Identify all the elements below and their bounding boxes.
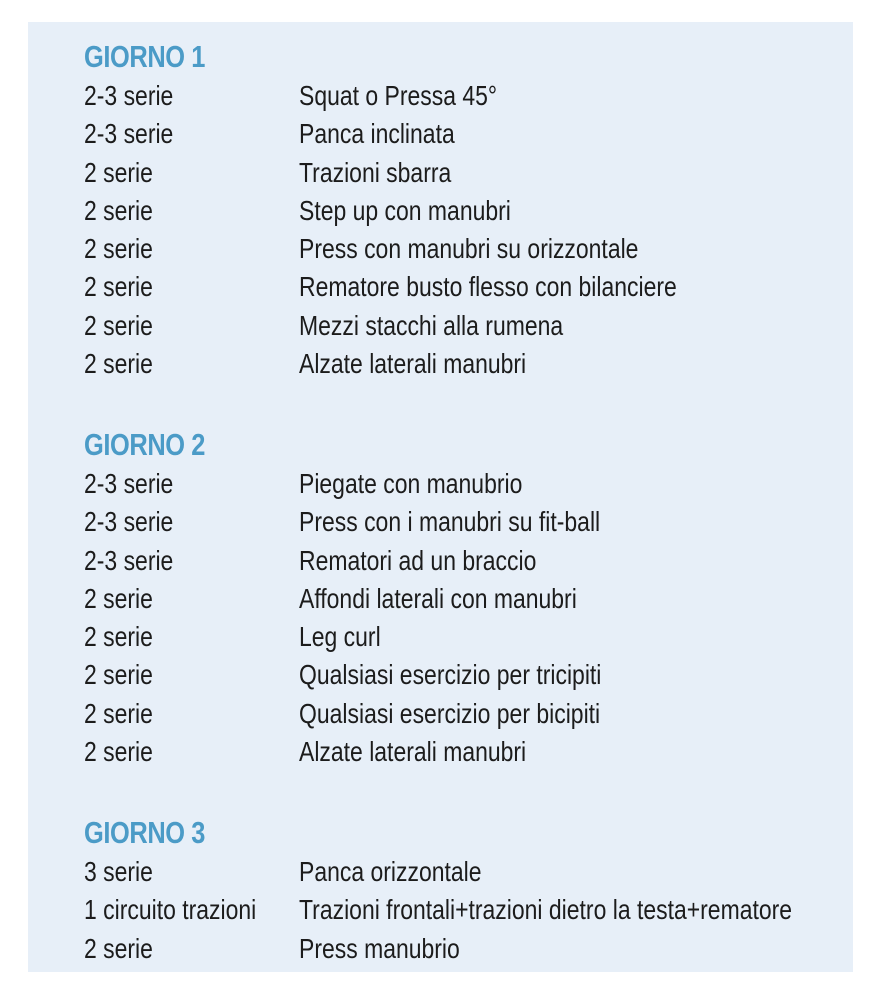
exercise-name: Qualsiasi esercizio per bicipiti bbox=[299, 697, 601, 729]
exercise-name: Trazioni frontali+trazioni dietro la testa+rematore bbox=[299, 894, 793, 926]
workout-plan-panel bbox=[28, 22, 853, 972]
exercise-row bbox=[84, 542, 844, 580]
exercise-name: Piegate con manubrio bbox=[299, 468, 523, 499]
sets-label: 2-3 serie bbox=[84, 506, 174, 538]
exercise-name: Press con manubri su orizzontale bbox=[299, 233, 639, 265]
sets-label: 2 serie bbox=[84, 233, 153, 265]
day-3-section bbox=[84, 813, 844, 968]
exercise-row bbox=[84, 345, 844, 383]
sets-label: 2-3 serie bbox=[84, 80, 174, 111]
day-1-section bbox=[84, 37, 844, 383]
exercise-name: Mezzi stacchi alla rumena bbox=[299, 309, 564, 341]
exercise-row bbox=[84, 192, 844, 230]
sets-label: 2 serie bbox=[84, 932, 153, 964]
exercise-name: Step up con manubri bbox=[299, 194, 511, 226]
sets-label: 2-3 serie bbox=[84, 118, 174, 150]
exercise-row bbox=[84, 154, 844, 192]
day-title: GIORNO 3 bbox=[84, 815, 206, 850]
sets-label: 2 serie bbox=[84, 156, 153, 188]
exercise-row bbox=[84, 891, 844, 929]
sets-label: 2 serie bbox=[84, 309, 153, 341]
exercise-row bbox=[84, 307, 844, 345]
exercise-row bbox=[84, 930, 844, 968]
exercise-row bbox=[84, 77, 844, 115]
exercise-name: Trazioni sbarra bbox=[299, 156, 452, 188]
day-title: GIORNO 1 bbox=[84, 39, 206, 74]
sets-label: 2 serie bbox=[84, 582, 153, 614]
exercise-row bbox=[84, 656, 844, 694]
sets-label: 2 serie bbox=[84, 348, 153, 380]
exercise-row bbox=[84, 230, 844, 268]
exercise-row bbox=[84, 465, 844, 503]
exercise-name: Alzate laterali manubri bbox=[299, 348, 527, 380]
sets-label: 2 serie bbox=[84, 621, 153, 653]
sets-label: 2-3 serie bbox=[84, 468, 174, 499]
exercise-row bbox=[84, 115, 844, 153]
sets-label: 2-3 serie bbox=[84, 544, 174, 576]
exercise-name: Squat o Pressa 45° bbox=[299, 80, 498, 111]
sets-label: 2 serie bbox=[84, 194, 153, 226]
exercise-name: Panca orizzontale bbox=[299, 856, 482, 887]
day-title: GIORNO 2 bbox=[84, 427, 206, 462]
sets-label: 2 serie bbox=[84, 659, 153, 691]
exercise-row bbox=[84, 503, 844, 541]
exercise-row bbox=[84, 618, 844, 656]
exercise-row bbox=[84, 268, 844, 306]
exercise-name: Leg curl bbox=[299, 621, 381, 653]
exercise-name: Press con i manubri su fit-ball bbox=[299, 506, 601, 538]
exercise-name: Affondi laterali con manubri bbox=[299, 582, 577, 614]
sets-label: 1 circuito trazioni bbox=[84, 894, 257, 926]
exercise-name: Press manubrio bbox=[299, 932, 460, 964]
sets-label: 3 serie bbox=[84, 856, 153, 887]
exercise-name: Qualsiasi esercizio per tricipiti bbox=[299, 659, 602, 691]
exercise-row bbox=[84, 580, 844, 618]
sets-label: 2 serie bbox=[84, 271, 153, 303]
sets-label: 2 serie bbox=[84, 736, 153, 768]
sets-label: 2 serie bbox=[84, 697, 153, 729]
exercise-name: Rematori ad un braccio bbox=[299, 544, 537, 576]
exercise-row bbox=[84, 853, 844, 891]
exercise-name: Panca inclinata bbox=[299, 118, 455, 150]
exercise-name: Rematore busto flesso con bilanciere bbox=[299, 271, 677, 303]
exercise-row bbox=[84, 733, 844, 771]
day-2-section bbox=[84, 425, 844, 771]
exercise-name: Alzate laterali manubri bbox=[299, 736, 527, 768]
exercise-row bbox=[84, 695, 844, 733]
